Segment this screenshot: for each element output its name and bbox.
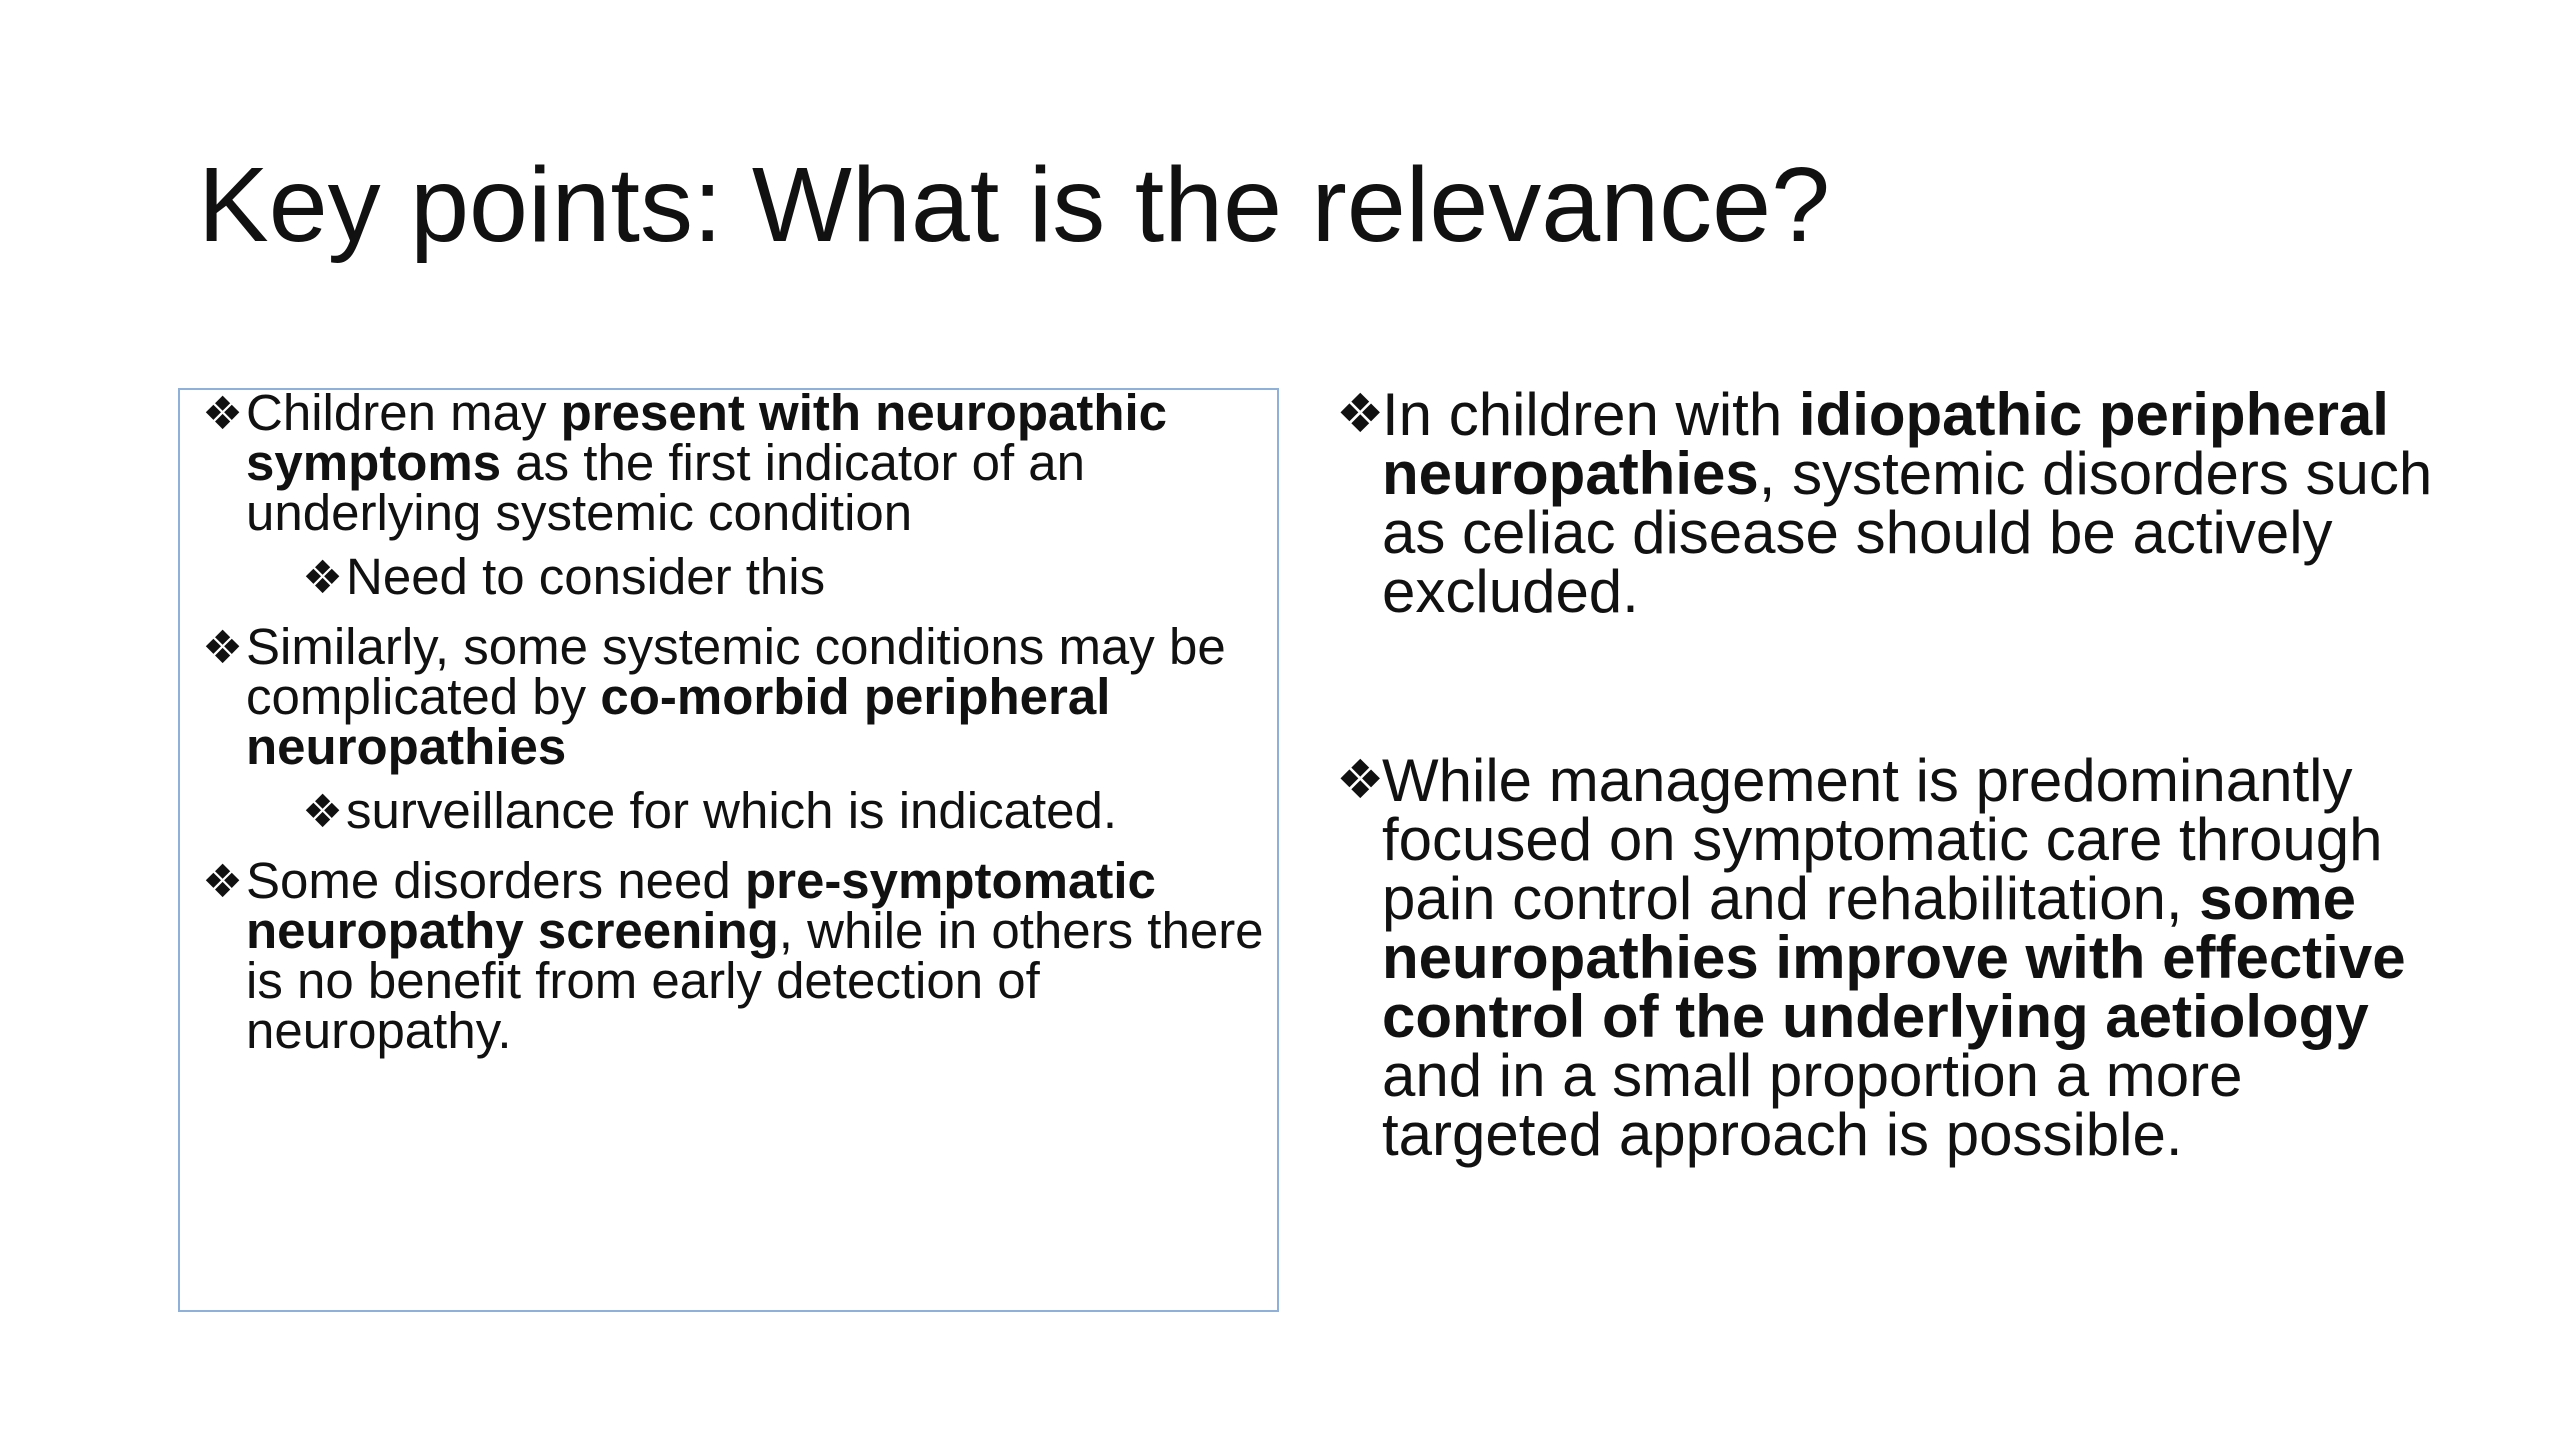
list-item (202, 384, 1272, 541)
list-item (1336, 381, 2466, 625)
four-diamond-bullet-icon: ❖ (202, 855, 244, 907)
right-bullet-list (1336, 381, 2466, 1168)
bullet-text: and in a small proportion a more targeted approach is possible. (1382, 1042, 2243, 1168)
slide-title: Key points: What is the relevance? (198, 146, 1831, 264)
bullet-text: Some disorders need (246, 852, 745, 909)
bullet-emphasis: idiopathic peripheral neuropathies (1382, 381, 2389, 507)
bullet-emphasis: some neuropathies improve with effective control of the underlying aetiology (1382, 865, 2406, 1050)
bullet-text: In children with (1382, 381, 1799, 448)
bullet-text: Need to consider this (346, 548, 826, 605)
list-sub-item (202, 782, 1272, 839)
four-diamond-bullet-icon: ❖ (202, 621, 244, 673)
bullet-emphasis: present with neuropathic symptoms (246, 384, 1168, 491)
four-diamond-bullet-icon: ❖ (1336, 750, 1385, 810)
four-diamond-bullet-icon: ❖ (302, 551, 344, 603)
bullet-text: , systemic disorders such as celiac disease should be actively excluded. (1382, 440, 2433, 625)
list-item (202, 618, 1272, 775)
left-bullet-list (202, 384, 1272, 1059)
bullet-text: Similarly, some systemic conditions may be complicated by (246, 618, 1226, 725)
four-diamond-bullet-icon: ❖ (1336, 384, 1385, 444)
list-item (1336, 747, 2466, 1168)
four-diamond-bullet-icon: ❖ (202, 387, 244, 439)
bullet-text: surveillance for which is indicated. (346, 782, 1118, 839)
bullet-text: Children may (246, 384, 561, 441)
bullet-emphasis: pre-symptomatic neuropathy screening (246, 852, 1156, 959)
list-item (202, 852, 1272, 1059)
bullet-text: as the first indicator of an underlying systemic condition (246, 434, 1086, 541)
list-sub-item (202, 548, 1272, 605)
bullet-text: While management is predominantly focused on symptomatic care through pain control and rehabilitation, (1382, 747, 2383, 932)
bullet-text: , while in others there is no benefit from early detection of neuropathy. (246, 902, 1264, 1059)
four-diamond-bullet-icon: ❖ (302, 785, 344, 837)
bullet-emphasis: co-morbid peripheral neuropathies (246, 668, 1111, 775)
